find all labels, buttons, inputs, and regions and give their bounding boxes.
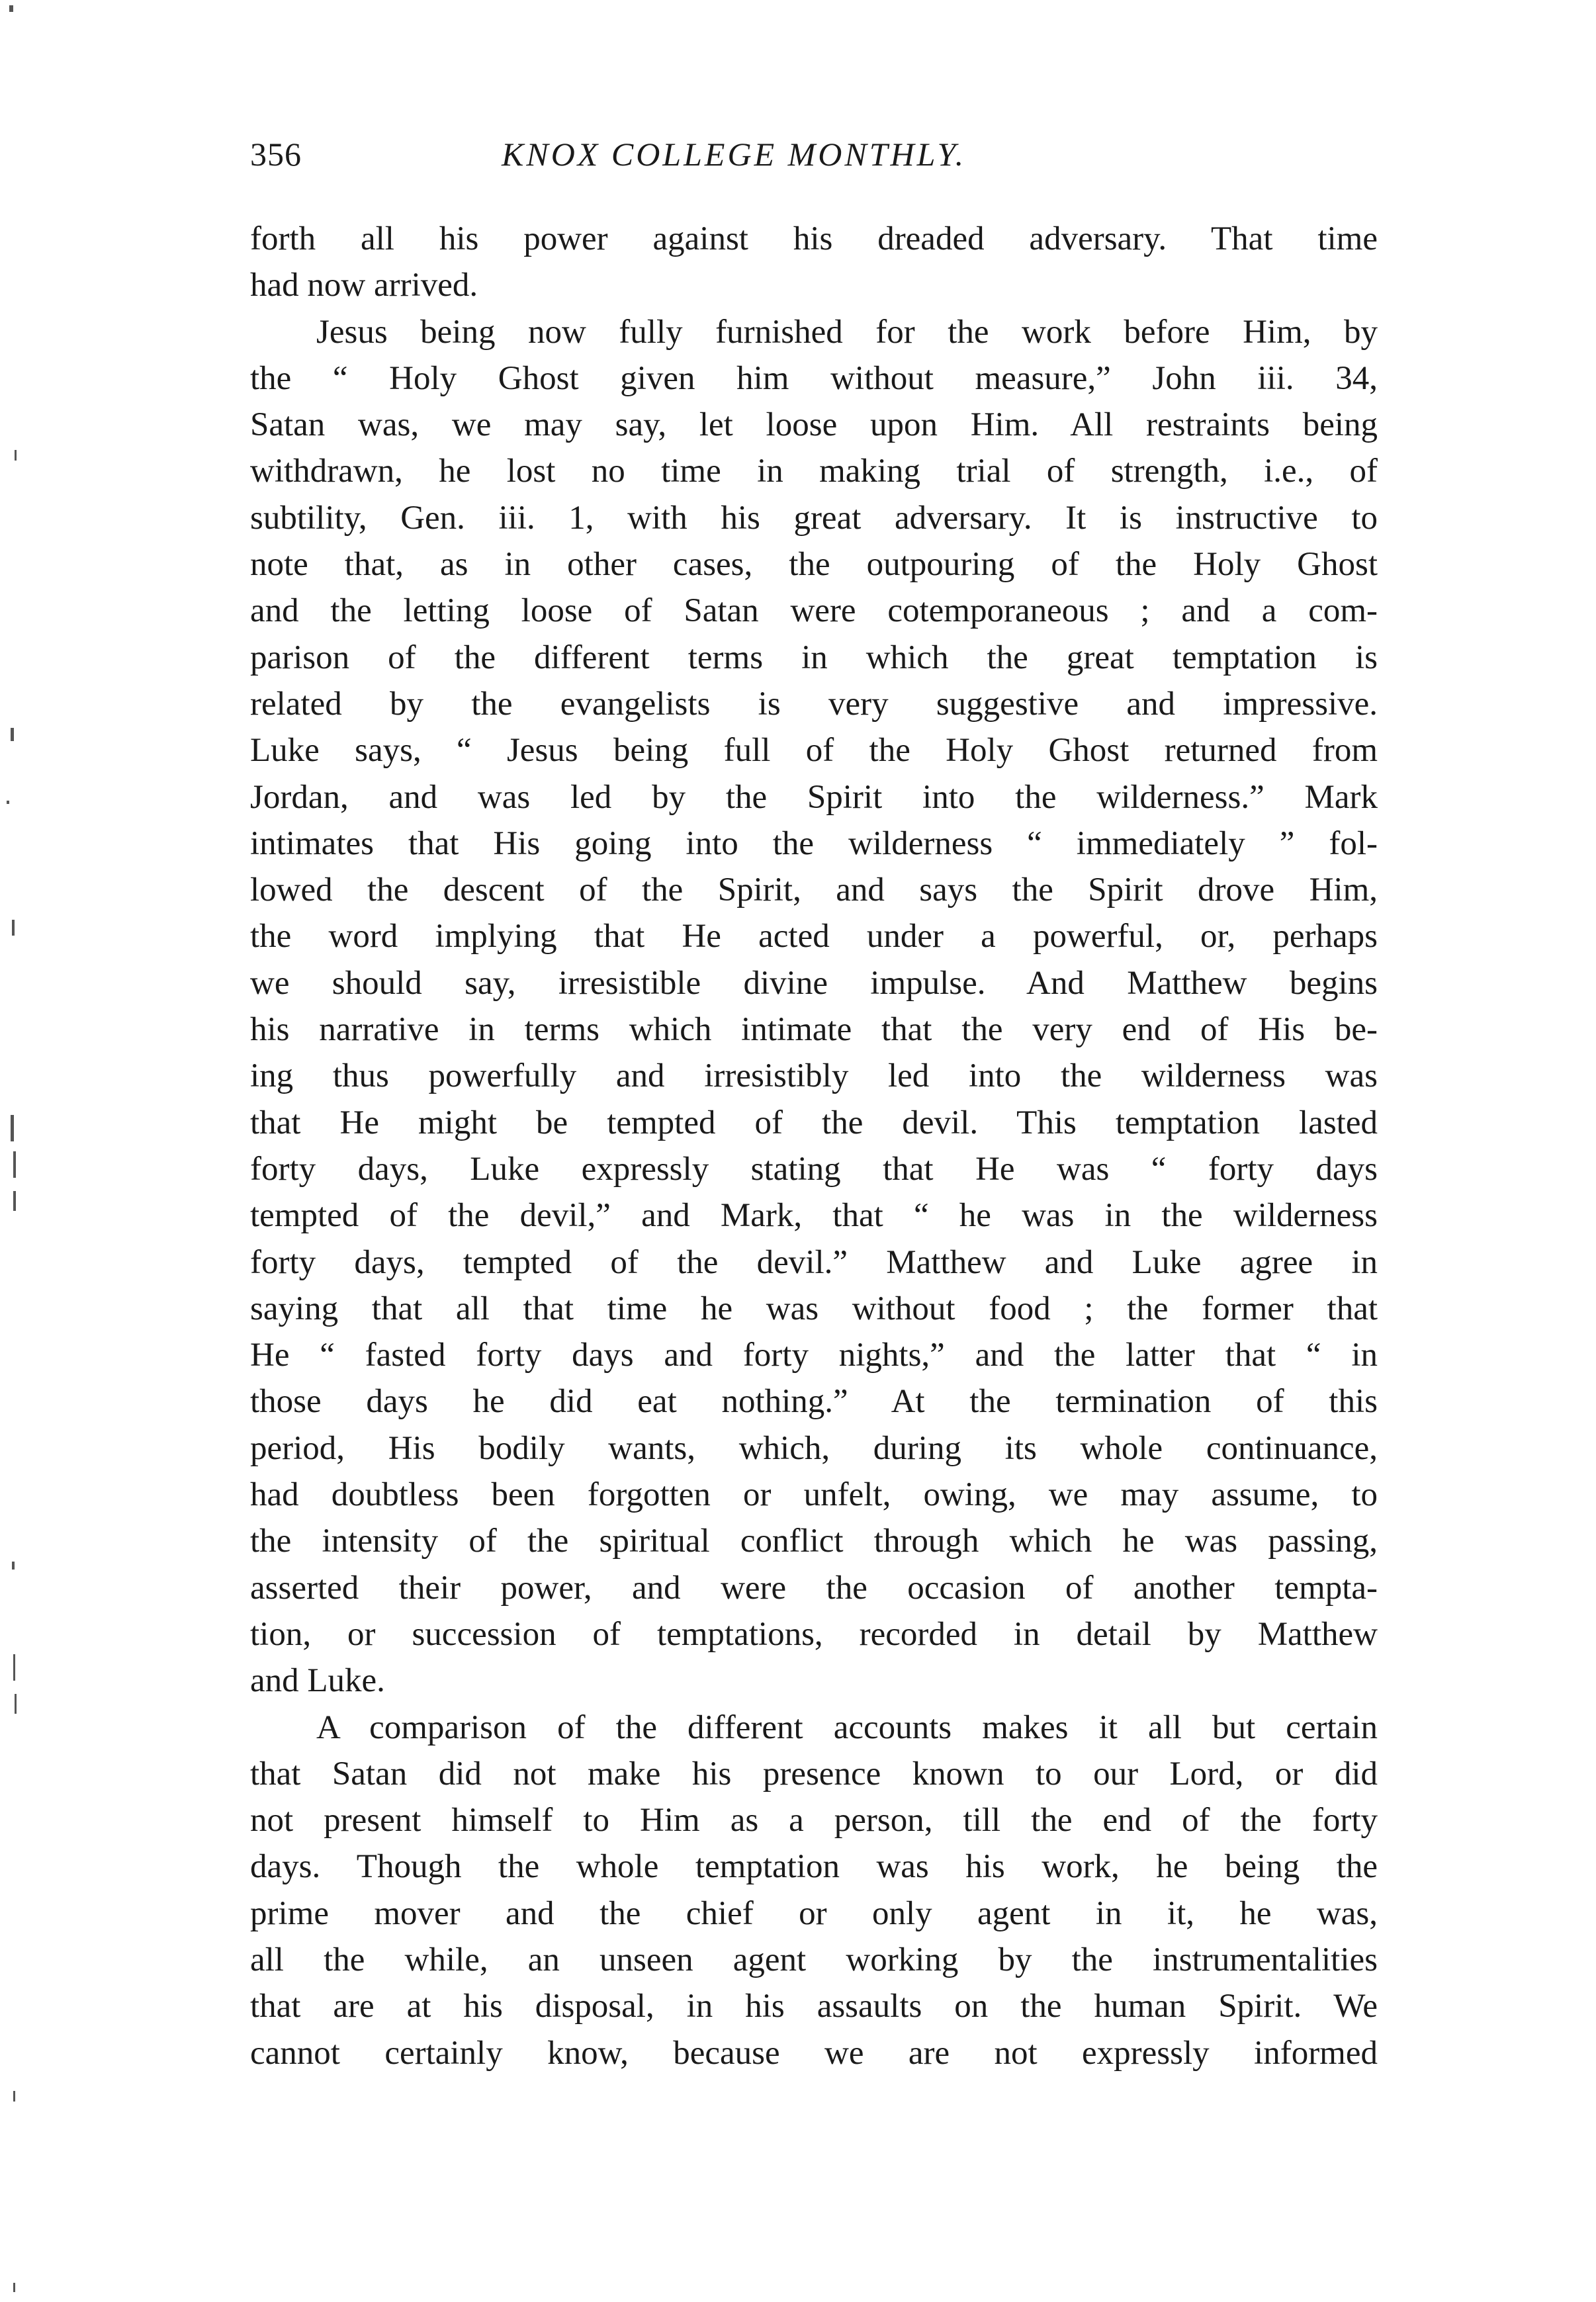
- text-line: A comparison of the different accounts makes it all but certain: [316, 1708, 1378, 1746]
- margin-speck: [12, 1562, 15, 1570]
- text-line: subtility, Gen. iii. 1, with his great adversary. It is instructive to: [250, 499, 1378, 537]
- margin-speck: [11, 728, 14, 741]
- margin-speck: [11, 1115, 14, 1141]
- margin-speck: [13, 2283, 15, 2292]
- text-line: had now arrived.: [250, 267, 478, 304]
- text-line: the intensity of the spiritual conflict through which he was passing,: [250, 1523, 1378, 1560]
- text-line: prime mover and the chief or only agent in it, he was,: [250, 1894, 1378, 1932]
- text-line: lowed the descent of the Spirit, and says the Spirit drove Him,: [250, 871, 1378, 909]
- body-text: [250, 216, 1378, 2076]
- text-line: Satan was, we may say, let loose upon Him. All restraints being: [250, 406, 1378, 444]
- text-line: the “ Holy Ghost given him without measure,” John iii. 34,: [250, 359, 1378, 397]
- text-line: that are at his disposal, in his assaults on the human Spirit. We: [250, 1988, 1378, 2025]
- text-line: days. Though the whole temptation was his work, he being the: [250, 1848, 1378, 1886]
- margin-speck: [12, 920, 15, 936]
- page-number: 356: [250, 136, 302, 173]
- text-line: forty days, Luke expressly stating that He was “ forty days: [250, 1150, 1378, 1188]
- text-line: intimates that His going into the wilderness “ immediately ” fol-: [250, 824, 1378, 862]
- text-line: that He might be tempted of the devil. This temptation lasted: [250, 1104, 1378, 1141]
- running-title: KNOX COLLEGE MONTHLY.: [502, 136, 967, 173]
- text-line: forth all his power against his dreaded adversary. That time: [250, 220, 1378, 257]
- margin-speck: [9, 5, 13, 12]
- text-line: Luke says, “ Jesus being full of the Holy Ghost returned from: [250, 732, 1378, 770]
- text-line: related by the evangelists is very suggestive and impressive.: [250, 685, 1378, 723]
- text-line: He “ fasted forty days and forty nights,” and the latter that “ in: [250, 1337, 1378, 1374]
- text-line: saying that all that time he was without food ; the former that: [250, 1290, 1378, 1327]
- page-header: [250, 131, 1378, 177]
- text-line: Jordan, and was led by the Spirit into the wilderness.” Mark: [250, 778, 1378, 816]
- text-line: the word implying that He acted under a powerful, or, perhaps: [250, 918, 1378, 955]
- text-line: not present himself to Him as a person, till the end of the forty: [250, 1802, 1378, 1839]
- text-line: cannot certainly know, because we are not expressly informed: [250, 2034, 1378, 2072]
- text-line: and Luke.: [250, 1662, 385, 1700]
- text-line: parison of the different terms in which the great temptation is: [250, 639, 1378, 676]
- text-line: Jesus being now fully furnished for the work before Him, by: [316, 313, 1378, 351]
- margin-speck: [13, 1654, 15, 1681]
- text-line: all the while, an unseen agent working by the instrumentalities: [250, 1941, 1378, 1978]
- margin-speck: [7, 801, 9, 804]
- text-line: that Satan did not make his presence known to our Lord, or did: [250, 1755, 1378, 1793]
- scan-margin-marks: [0, 0, 79, 2302]
- margin-speck: [15, 450, 17, 461]
- margin-speck: [13, 2091, 15, 2102]
- text-line: note that, as in other cases, the outpouring of the Holy Ghost: [250, 546, 1378, 584]
- text-line: we should say, irresistible divine impulse. And Matthew begins: [250, 964, 1378, 1002]
- margin-speck: [15, 1694, 17, 1714]
- text-line: forty days, tempted of the devil.” Matthew and Luke agree in: [250, 1243, 1378, 1281]
- text-line: his narrative in terms which intimate that the very end of His be-: [250, 1011, 1378, 1049]
- margin-speck: [13, 1191, 16, 1211]
- text-line: period, His bodily wants, which, during its whole continuance,: [250, 1429, 1378, 1467]
- text-line: had doubtless been forgotten or unfelt, owing, we may assume, to: [250, 1476, 1378, 1514]
- text-line: asserted their power, and were the occasion of another tempta-: [250, 1569, 1378, 1607]
- text-line: tempted of the devil,” and Mark, that “ he was in the wilderness: [250, 1197, 1378, 1235]
- margin-speck: [13, 1151, 16, 1178]
- text-line: tion, or succession of temptations, recorded in detail by Matthew: [250, 1615, 1378, 1653]
- text-line: those days he did eat nothing.” At the termination of this: [250, 1383, 1378, 1421]
- text-line: and the letting loose of Satan were cotemporaneous ; and a com-: [250, 592, 1378, 630]
- text-line: withdrawn, he lost no time in making trial of strength, i.e., of: [250, 453, 1378, 490]
- text-line: ing thus powerfully and irresistibly led into the wilderness was: [250, 1057, 1378, 1095]
